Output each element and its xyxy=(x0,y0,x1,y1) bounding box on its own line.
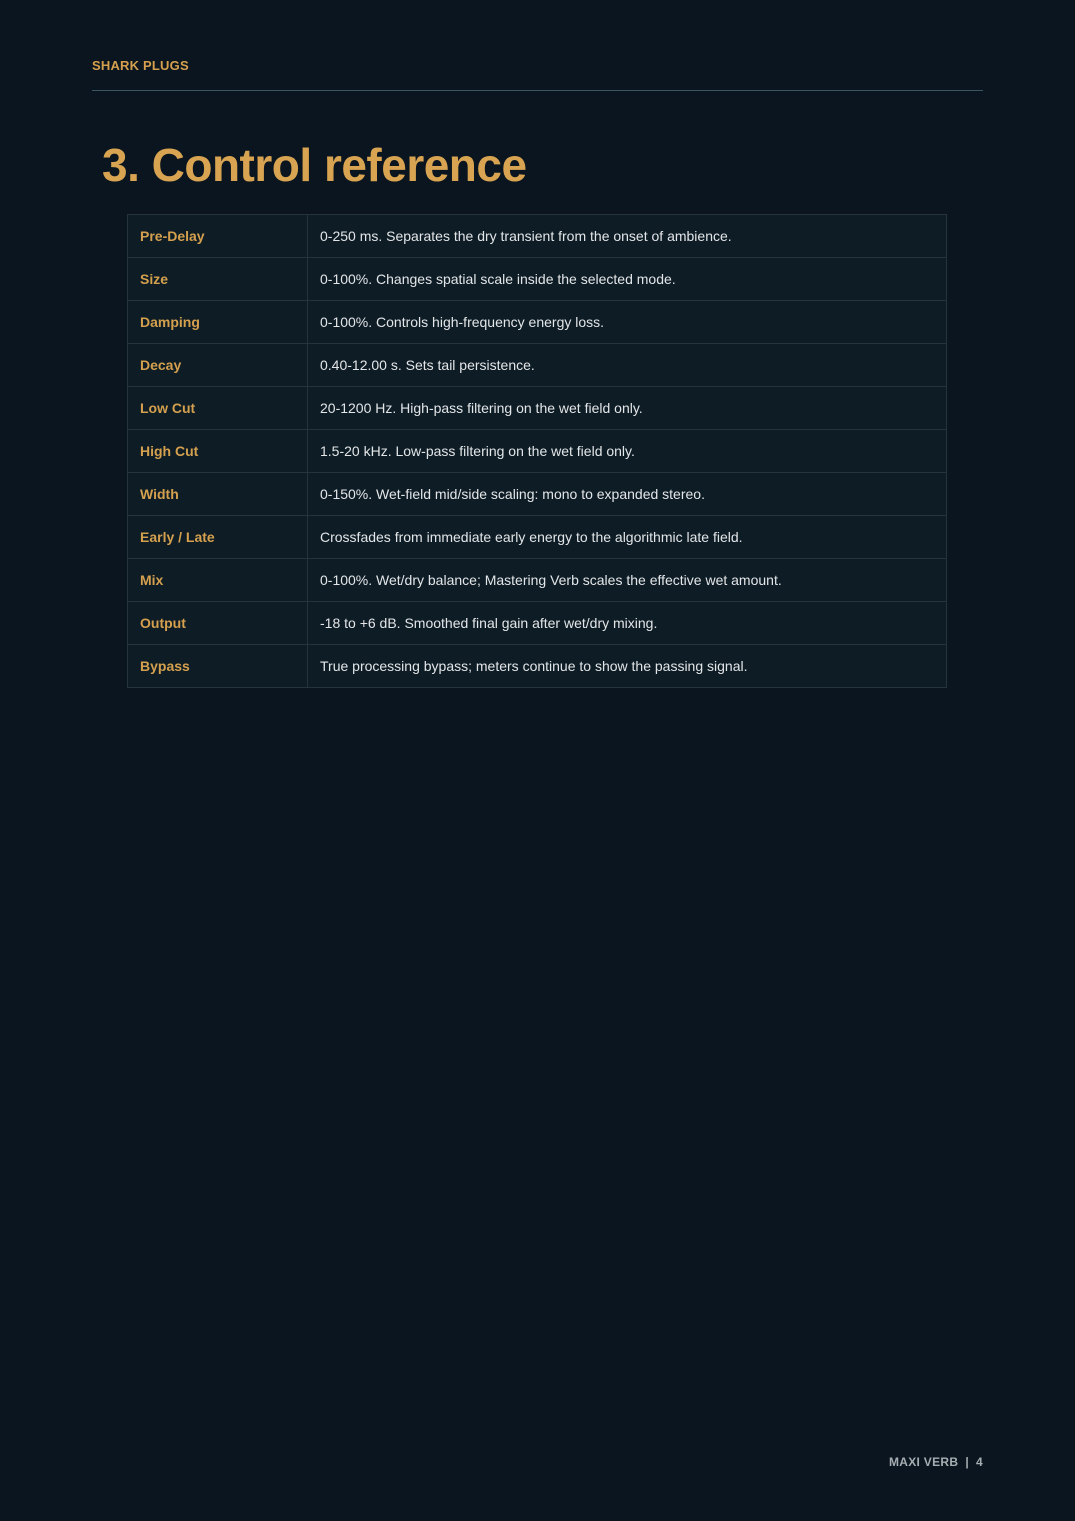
control-name: High Cut xyxy=(128,430,308,473)
table-row xyxy=(128,516,947,559)
table-row xyxy=(128,258,947,301)
table-row xyxy=(128,473,947,516)
control-description: 0.40-12.00 s. Sets tail persistence. xyxy=(308,344,947,387)
table-row xyxy=(128,301,947,344)
control-name: Low Cut xyxy=(128,387,308,430)
table-row xyxy=(128,215,947,258)
brand-name: SHARK PLUGS xyxy=(92,58,189,73)
control-description: 0-100%. Changes spatial scale inside the selected mode. xyxy=(308,258,947,301)
control-description: 1.5-20 kHz. Low-pass filtering on the wet field only. xyxy=(308,430,947,473)
control-name: Mix xyxy=(128,559,308,602)
page-footer xyxy=(889,1455,983,1469)
control-name: Bypass xyxy=(128,645,308,688)
control-name: Early / Late xyxy=(128,516,308,559)
table-row xyxy=(128,559,947,602)
table-row xyxy=(128,430,947,473)
table-row xyxy=(128,387,947,430)
control-description: 0-100%. Wet/dry balance; Mastering Verb scales the effective wet amount. xyxy=(308,559,947,602)
control-description: Crossfades from immediate early energy to the algorithmic late field. xyxy=(308,516,947,559)
footer-separator: | xyxy=(965,1455,970,1469)
control-name: Decay xyxy=(128,344,308,387)
control-name: Pre-Delay xyxy=(128,215,308,258)
control-name: Damping xyxy=(128,301,308,344)
header-divider xyxy=(92,90,983,91)
table-row xyxy=(128,344,947,387)
control-description: 20-1200 Hz. High-pass filtering on the wet field only. xyxy=(308,387,947,430)
control-description: 0-250 ms. Separates the dry transient from the onset of ambience. xyxy=(308,215,947,258)
control-name: Size xyxy=(128,258,308,301)
control-name: Output xyxy=(128,602,308,645)
control-reference-table xyxy=(127,214,947,688)
control-description: True processing bypass; meters continue to show the passing signal. xyxy=(308,645,947,688)
control-name: Width xyxy=(128,473,308,516)
page-number: 4 xyxy=(976,1455,983,1469)
control-description: 0-150%. Wet-field mid/side scaling: mono to expanded stereo. xyxy=(308,473,947,516)
control-description: -18 to +6 dB. Smoothed final gain after wet/dry mixing. xyxy=(308,602,947,645)
table-row xyxy=(128,645,947,688)
control-description: 0-100%. Controls high-frequency energy loss. xyxy=(308,301,947,344)
table-row xyxy=(128,602,947,645)
footer-product-name: MAXI VERB xyxy=(888,1455,959,1469)
page-title: 3. Control reference xyxy=(102,139,527,191)
